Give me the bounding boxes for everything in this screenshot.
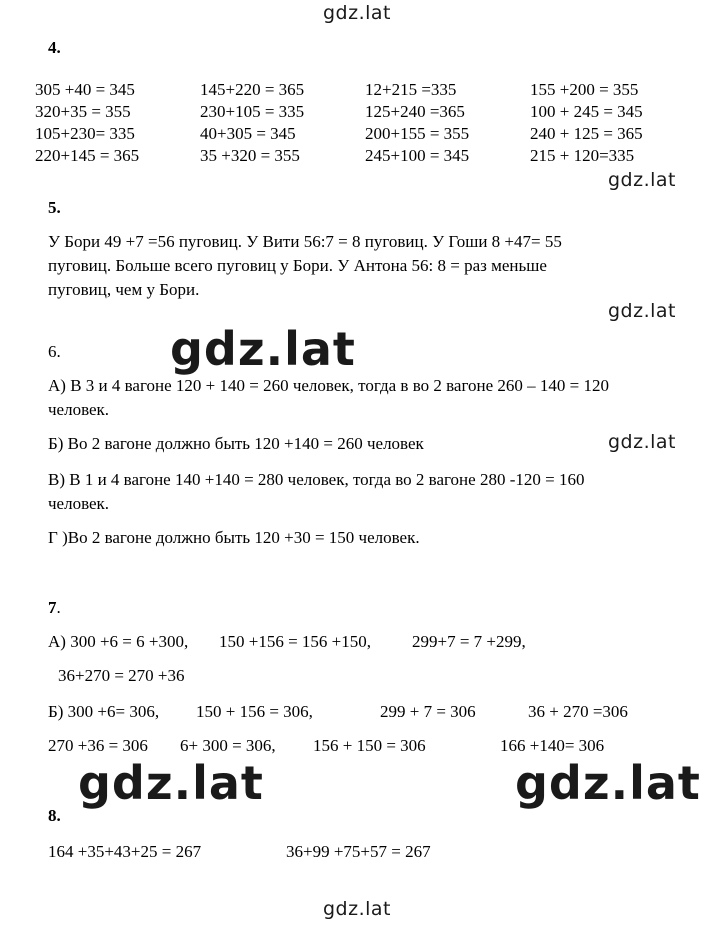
task-4-eq: 215 + 120=335 xyxy=(530,146,635,165)
task-7-b-eq: Б) 300 +6= 306, xyxy=(48,702,160,721)
task-5-line: пуговиц. Больше всего пуговиц у Бори. У Антона 56: 8 = раз меньше xyxy=(48,256,547,275)
task-7-number-dot: . xyxy=(56,598,61,617)
watermark-top: gdz.lat xyxy=(323,2,392,24)
watermark-right-1: gdz.lat xyxy=(608,169,677,191)
task-7-b-eq: 299 + 7 = 306 xyxy=(380,702,476,721)
task-4-eq: 200+155 = 355 xyxy=(365,124,470,143)
task-4-eq: 12+215 =335 xyxy=(365,80,457,99)
task-8-eq: 36+99 +75+57 = 267 xyxy=(286,842,431,861)
task-7-number-digit: 7 xyxy=(48,598,57,617)
task-6-number: 6. xyxy=(48,342,61,361)
task-5-line: пуговиц, чем у Бори. xyxy=(48,280,200,299)
task-6-answer-a: А) В 3 и 4 вагоне 120 + 140 = 260 человек, тогда в во 2 вагоне 260 – 140 = 120 xyxy=(48,376,609,395)
task-7-a-eq: 299+7 = 7 +299, xyxy=(412,632,526,651)
task-7-b-eq: 166 +140= 306 xyxy=(500,736,605,755)
task-4-eq: 125+240 =365 xyxy=(365,102,465,121)
watermark-big-1: gdz.lat xyxy=(170,322,356,376)
task-4-eq: 155 +200 = 355 xyxy=(530,80,639,99)
task-6-answer-c-cont: человек. xyxy=(48,494,110,513)
task-4-eq: 305 +40 = 345 xyxy=(35,80,135,99)
task-4-eq: 240 + 125 = 365 xyxy=(530,124,643,143)
task-7-b-eq: 156 + 150 = 306 xyxy=(313,736,426,755)
task-4-eq: 220+145 = 365 xyxy=(35,146,140,165)
task-6-answer-d: Г )Во 2 вагоне должно быть 120 +30 = 150 человек. xyxy=(48,528,420,547)
watermark-right-3: gdz.lat xyxy=(608,431,677,453)
task-4-eq: 100 + 245 = 345 xyxy=(530,102,643,121)
task-8-number: 8. xyxy=(48,806,61,825)
task-4-eq: 320+35 = 355 xyxy=(35,102,131,121)
watermark-big-3: gdz.lat xyxy=(515,756,701,810)
task-7-a-eq: 36+270 = 270 +36 xyxy=(58,666,185,685)
task-7-b-eq: 150 + 156 = 306, xyxy=(196,702,313,721)
task-7-a-eq: А) 300 +6 = 6 +300, xyxy=(48,632,189,651)
task-6-answer-c: В) В 1 и 4 вагоне 140 +140 = 280 человек, тогда во 2 вагоне 280 -120 = 160 xyxy=(48,470,585,489)
task-4-number: 4. xyxy=(48,38,61,57)
task-4-eq: 40+305 = 345 xyxy=(200,124,296,143)
task-4-eq: 35 +320 = 355 xyxy=(200,146,300,165)
watermark-bottom: gdz.lat xyxy=(323,898,392,920)
task-4-eq: 145+220 = 365 xyxy=(200,80,305,99)
task-6-answer-b: Б) Во 2 вагоне должно быть 120 +140 = 260 человек xyxy=(48,434,424,453)
task-4-eq: 245+100 = 345 xyxy=(365,146,470,165)
task-7-b-eq: 270 +36 = 306 xyxy=(48,736,148,755)
task-6-answer-a-cont: человек. xyxy=(48,400,110,419)
task-4-eq: 230+105 = 335 xyxy=(200,102,305,121)
task-7-number xyxy=(48,598,61,618)
watermark-big-2: gdz.lat xyxy=(78,756,264,810)
task-5-number: 5. xyxy=(48,198,61,217)
task-7-b-eq: 6+ 300 = 306, xyxy=(180,736,276,755)
task-7-a-eq: 150 +156 = 156 +150, xyxy=(219,632,372,651)
task-8-eq: 164 +35+43+25 = 267 xyxy=(48,842,202,861)
task-4-eq: 105+230= 335 xyxy=(35,124,135,143)
task-5-line: У Бори 49 +7 =56 пуговиц. У Вити 56:7 = 8 пуговиц. У Гоши 8 +47= 55 xyxy=(48,232,562,251)
watermark-right-2: gdz.lat xyxy=(608,300,677,322)
task-7-b-eq: 36 + 270 =306 xyxy=(528,702,628,721)
